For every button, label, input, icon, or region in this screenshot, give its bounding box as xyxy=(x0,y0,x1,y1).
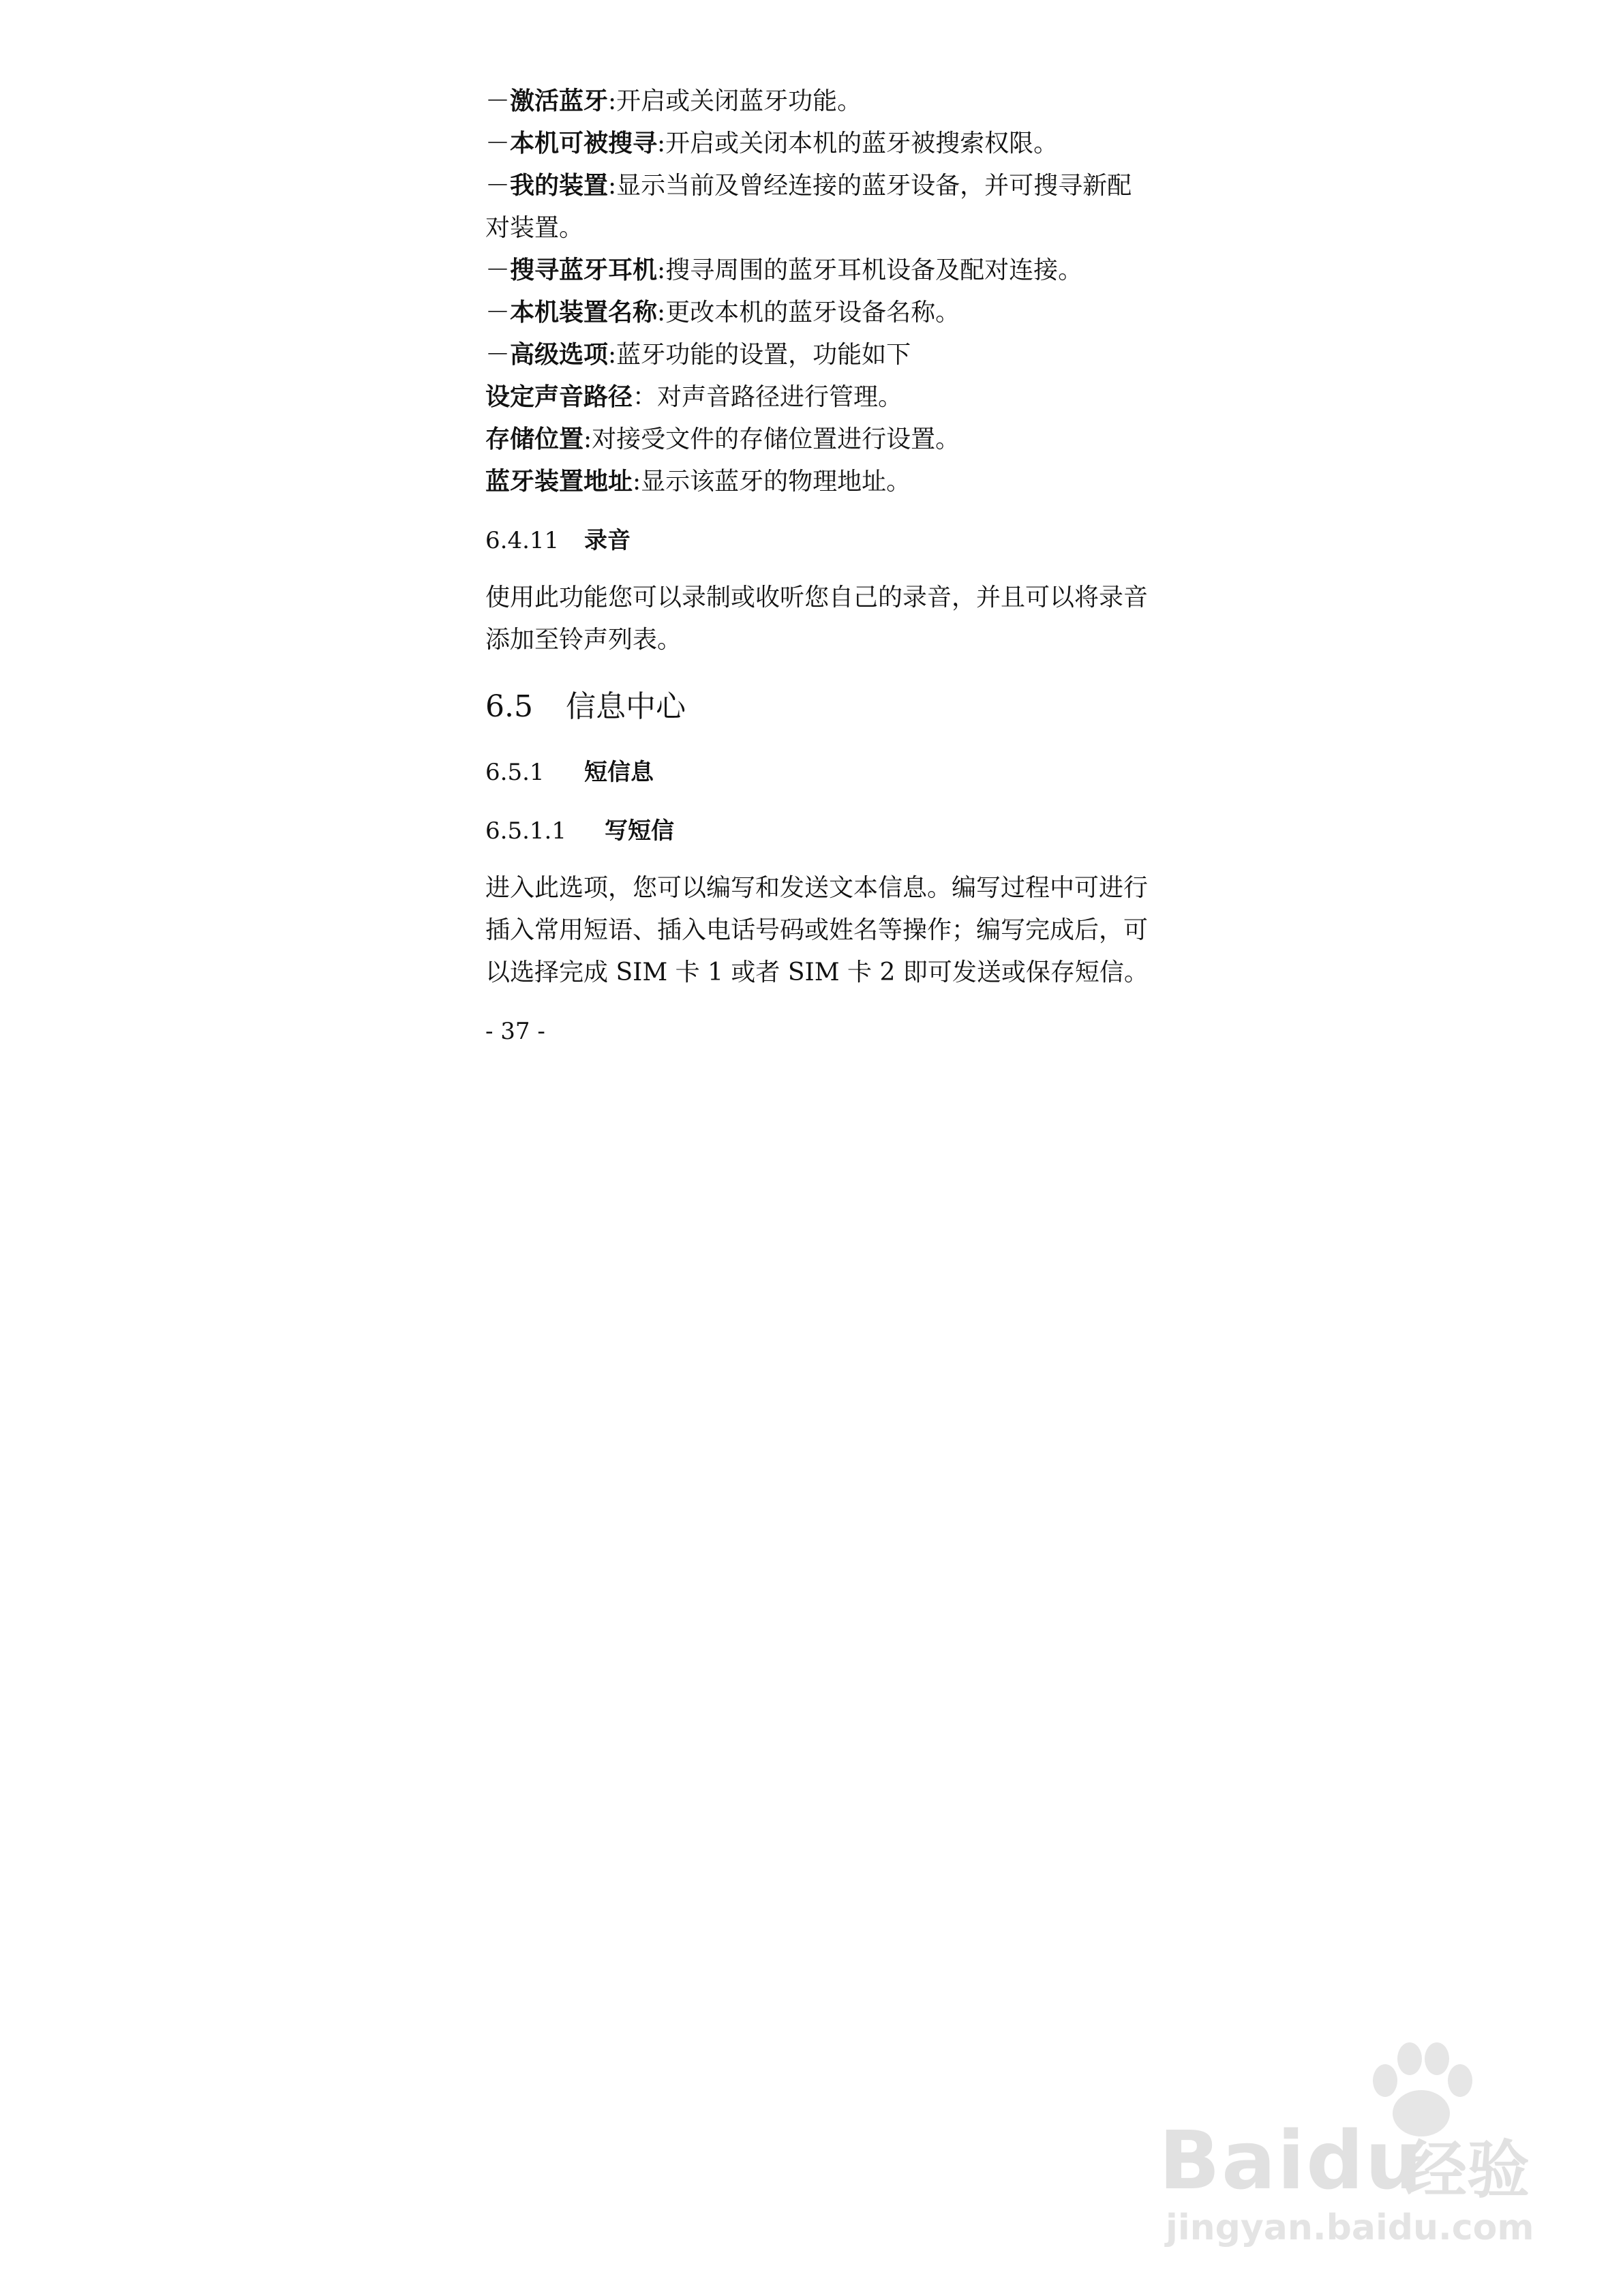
bullet-term: 激活蓝牙 xyxy=(510,87,609,115)
section-heading-6-5-1 xyxy=(485,751,1153,794)
bullet-item xyxy=(485,250,1153,292)
section-number: 6.4.11 xyxy=(485,527,560,554)
bullet-term: 我的装置 xyxy=(510,172,609,200)
bullet-desc: :显示当前及曾经连接的蓝牙设备，并可搜寻新配 xyxy=(608,172,1132,200)
sub-item xyxy=(485,419,1153,461)
section-heading-6-5-1-1 xyxy=(485,810,1153,852)
section-number: 6.5.1.1 xyxy=(485,817,566,845)
bullet-desc: :开启或关闭本机的蓝牙被搜索权限。 xyxy=(657,130,1059,157)
paragraph-line: 插入常用短语、插入电话号码或姓名等操作；编写完成后，可 xyxy=(485,916,1149,944)
bullet-dash: － xyxy=(485,299,511,327)
section-heading-6-5 xyxy=(485,683,1153,731)
bullet-dash: － xyxy=(485,87,511,115)
bullet-dash: － xyxy=(485,256,511,284)
bullet-desc: :开启或关闭蓝牙功能。 xyxy=(608,87,862,115)
bullet-desc: :搜寻周围的蓝牙耳机设备及配对连接。 xyxy=(657,256,1083,284)
bullet-desc: :蓝牙功能的设置，功能如下 xyxy=(608,341,911,369)
sub-item-term: 蓝牙装置地址 xyxy=(485,468,633,496)
bullet-item xyxy=(485,80,1153,123)
sub-item-desc: ：对声音路径进行管理。 xyxy=(633,383,903,411)
bullet-item xyxy=(485,123,1153,165)
watermark-cn: 经验 xyxy=(1404,2134,1530,2207)
watermark-url: jingyan.baidu.com xyxy=(1166,2207,1534,2248)
bullet-item xyxy=(485,165,1153,207)
page-content xyxy=(485,80,1153,1053)
watermark-brand: Baidu xyxy=(1159,2113,1424,2207)
section-heading-6-4-11 xyxy=(485,519,1153,562)
bullet-desc: :更改本机的蓝牙设备名称。 xyxy=(657,299,960,327)
section-title: 写短信 xyxy=(605,817,674,845)
section-title: 信息中心 xyxy=(566,689,686,724)
sub-item-desc: :对接受文件的存储位置进行设置。 xyxy=(583,425,960,453)
bullet-dash: － xyxy=(485,172,511,200)
sub-item xyxy=(485,376,1153,419)
sub-item-term: 设定声音路径 xyxy=(485,383,633,411)
baidu-jingyan-watermark xyxy=(1159,2038,1541,2248)
section-title: 短信息 xyxy=(584,759,654,786)
bullet-term: 本机装置名称 xyxy=(510,299,658,327)
bullet-continuation: 对装置。 xyxy=(485,214,584,242)
section-number: 6.5.1 xyxy=(485,759,545,786)
section-number: 6.5 xyxy=(485,689,533,724)
bullet-term: 搜寻蓝牙耳机 xyxy=(510,256,658,284)
sub-item-desc: :显示该蓝牙的物理地址。 xyxy=(633,468,911,496)
section-title: 录音 xyxy=(584,527,631,554)
paragraph-line: 添加至铃声列表。 xyxy=(485,626,682,654)
sub-item-term: 存储位置 xyxy=(485,425,584,453)
bullet-term: 高级选项 xyxy=(510,341,609,369)
bullet-dash: － xyxy=(485,341,511,369)
bullet-item xyxy=(485,334,1153,376)
bullet-item xyxy=(485,292,1153,334)
bullet-dash: － xyxy=(485,130,511,157)
paragraph-line: 以选择完成 SIM 卡 1 或者 SIM 卡 2 即可发送或保存短信。 xyxy=(485,958,1149,986)
page-number: - 37 - xyxy=(485,1018,545,1045)
paragraph-line: 使用此功能您可以录制或收听您自己的录音，并且可以将录音 xyxy=(485,584,1149,611)
sub-item xyxy=(485,461,1153,503)
paragraph-line: 进入此选项，您可以编写和发送文本信息。编写过程中可进行 xyxy=(485,874,1149,902)
bullet-term: 本机可被搜寻 xyxy=(510,130,658,157)
